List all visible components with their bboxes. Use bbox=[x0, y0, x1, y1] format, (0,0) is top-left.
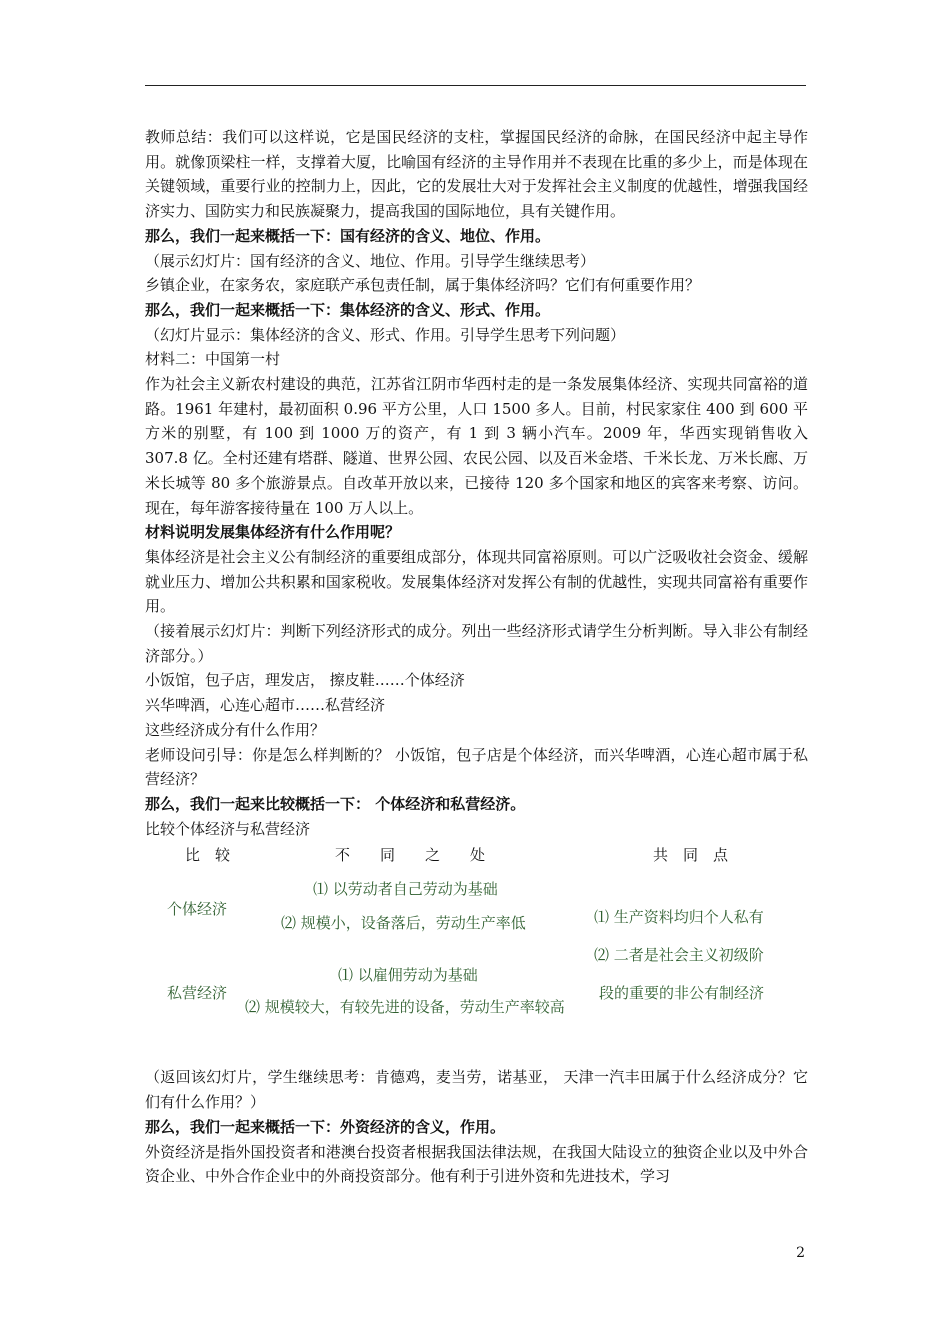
table-header-common: 共 同 点 bbox=[653, 846, 729, 865]
comparison-table bbox=[145, 841, 808, 1065]
paragraph: 这些经济成分有什么作用？ bbox=[145, 720, 326, 739]
paragraph: 老师设问引导：你是怎么样判断的？ 小饭馆，包子店是个体经济，而兴华啤酒，心连心超市属于私营经济？ bbox=[145, 745, 808, 789]
common-item: ⑵ 二者是社会主义初级阶 bbox=[594, 946, 764, 965]
paragraph-bold: 材料说明发展集体经济有什么作用呢？ bbox=[145, 523, 401, 542]
paragraph: （幻灯片显示：集体经济的含义、形式、作用。引导学生思考下列问题） bbox=[145, 325, 626, 344]
paragraph: 乡镇企业，在家务农，家庭联产承包责任制，属于集体经济吗？它们有何重要作用？ bbox=[145, 276, 701, 295]
diff-item: ⑴ 以雇佣劳动为基础 bbox=[338, 966, 478, 985]
paragraph: 材料二：中国第一村 bbox=[145, 350, 281, 369]
paragraph: 小饭馆，包子店，理发店， 擦皮鞋……个体经济 bbox=[145, 671, 465, 690]
paragraph: 兴华啤酒，心连心超市……私营经济 bbox=[145, 696, 386, 715]
page-number: 2 bbox=[796, 1245, 805, 1261]
paragraph: （返回该幻灯片，学生继续思考：肯德鸡，麦当劳，诺基亚， 天津一汽丰田属于什么经济成分？它们有什么作用？） bbox=[145, 1068, 808, 1112]
header-rule bbox=[145, 85, 806, 86]
paragraph: 比较个体经济与私营经济 bbox=[145, 819, 311, 838]
paragraph: （接着展示幻灯片：判断下列经济形式的成分。列出一些经济形式请学生分析判断。导入非公有制经济部分。） bbox=[145, 622, 808, 665]
document-body bbox=[145, 125, 808, 1189]
paragraph: 作为社会主义新农村建设的典范，江苏省江阴市华西村走的是一条发展集体经济、实现共同富裕的道路。1961 年建村，最初面积 0.96 平方公里，人口 1500 多人。目前，村民家家住 400 到 600 平方米的别墅，有 100 到 1000 万的资产，有 1 到 3 辆小汽车。2009 年，华西实现销售收入 307.8 亿。全村还建有塔群、隧道、世界公园、农民公园、以及百米金塔、千米长龙、万米长廊、万米长城等 80 多个旅游景点。自改革开放以来，已接待 120 多个国家和地区的宾客来考察、访问。现在，每年游客接待量在 100 万人以上。 bbox=[145, 375, 808, 517]
table-header-differences: 不 同 之 处 bbox=[335, 846, 486, 865]
row-name-individual: 个体经济 bbox=[167, 900, 228, 919]
common-item: ⑴ 生产资料均归个人私有 bbox=[594, 908, 764, 927]
paragraph: 教师总结：我们可以这样说，它是国民经济的支柱，掌握国民经济的命脉，在国民经济中起主导作用。就像顶梁柱一样，支撑着大厦，比喻国有经济的主导作用并不表现在比重的多少上，而是体现在关键领域，重要行业的控制力上，因此，它的发展壮大对于发挥社会主义制度的优越性，增强我国经济实力、国防实力和民族凝聚力，提高我国的国际地位，具有关键作用。 bbox=[145, 128, 808, 221]
paragraph: （展示幻灯片：国有经济的含义、地位、作用。引导学生继续思考） bbox=[145, 251, 596, 270]
paragraph: 集体经济是社会主义公有制经济的重要组成部分，体现共同富裕原则。可以广泛吸收社会资金、缓解就业压力、增加公共积累和国家税收。发展集体经济对发挥公有制的优越性，实现共同富裕有重要作用。 bbox=[145, 547, 808, 616]
paragraph-bold: 那么，我们一起来概括一下：外资经济的含义，作用。 bbox=[145, 1117, 506, 1136]
diff-item: ⑵ 规模较大，有较先进的设备，劳动生产率较高 bbox=[245, 998, 565, 1017]
table-header-compare: 比 较 bbox=[185, 846, 231, 865]
paragraph-bold: 那么，我们一起来概括一下：集体经济的含义、形式、作用。 bbox=[145, 300, 551, 319]
paragraph: 外资经济是指外国投资者和港澳台投资者根据我国法律法规，在我国大陆设立的独资企业以及中外合资企业、中外合作企业中的外商投资部分。他有利于引进外资和先进技术，学习 bbox=[145, 1142, 808, 1186]
paragraph-bold: 那么，我们一起来比较概括一下： 个体经济和私营经济。 bbox=[145, 794, 526, 813]
common-item: 段的重要的非公有制经济 bbox=[599, 984, 765, 1003]
diff-item: ⑵ 规模小，设备落后，劳动生产率低 bbox=[281, 914, 526, 933]
row-name-private: 私营经济 bbox=[167, 984, 228, 1003]
diff-item: ⑴ 以劳动者自己劳动为基础 bbox=[313, 880, 498, 899]
paragraph-bold: 那么，我们一起来概括一下：国有经济的含义、地位、作用。 bbox=[145, 226, 551, 245]
